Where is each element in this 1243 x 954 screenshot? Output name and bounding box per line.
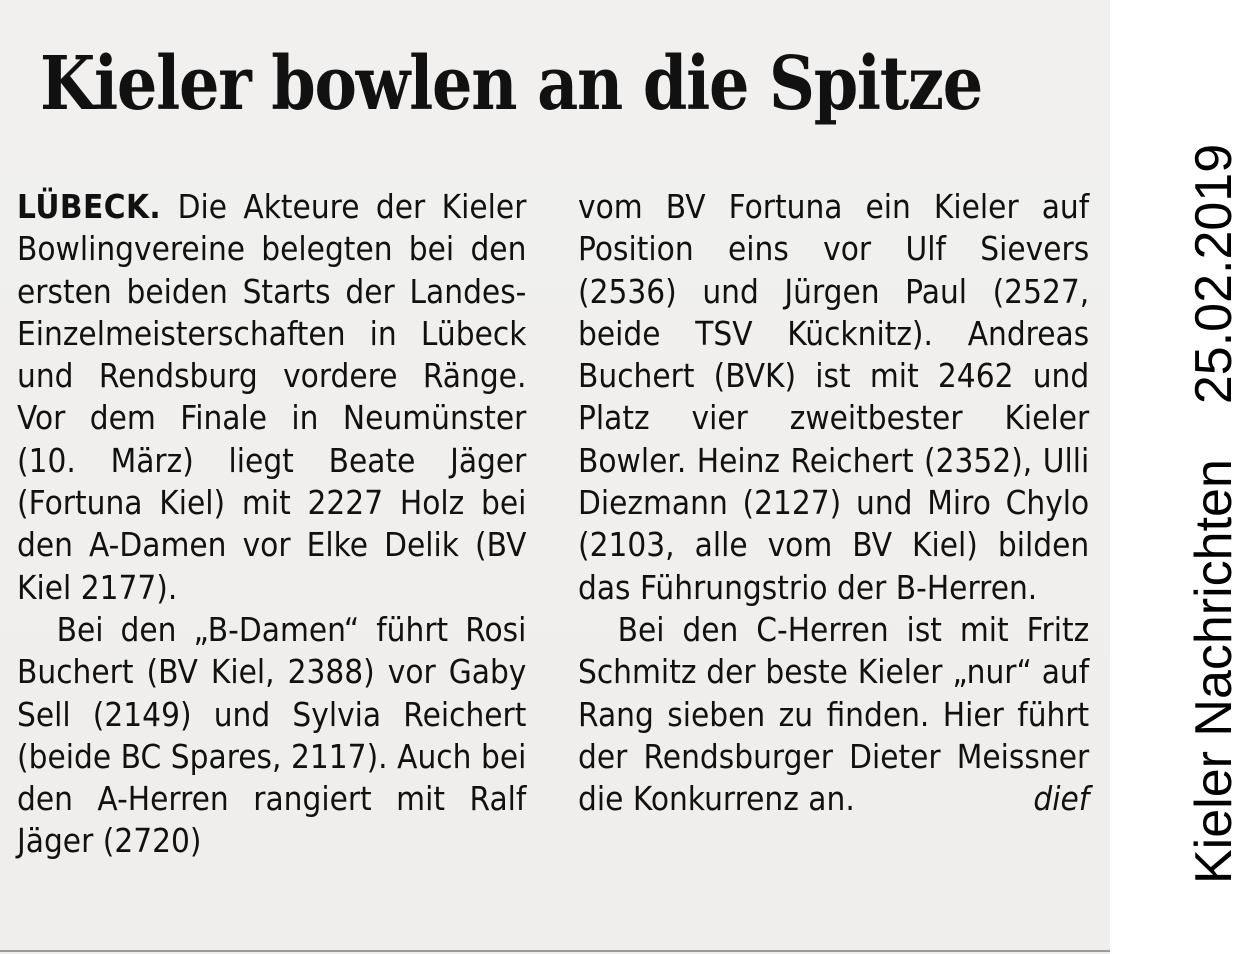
article-paragraph-1 (17, 186, 526, 609)
headline: Kieler bowlen an die Spitze (40, 41, 982, 127)
dateline: LÜBECK. (17, 187, 162, 226)
paragraph-2-text-left: Bei den „B-Damen“ führt Rosi Buchert (BV Kiel, 2388) vor Gaby Sell (2149) und Sylvia Reichert (beide BC Spares, 2117). Auch bei den A-Herren rangiert mit Ralf Jäger (2720) (17, 609, 527, 861)
article-column-left (17, 186, 526, 863)
bottom-rule (0, 950, 1120, 952)
paragraph-1-text: Die Akteure der Kieler Bowlingvereine belegten bei den ersten beiden Starts der Landes-Einzelmeisterschaften in Lübeck und Rendsburg vordere Ränge. Vor dem Finale in Neumünster (10. März) liegt Beate Jäger (Fortuna Kiel) mit 2227 Holz bei den A-Damen vor Elke Delik (BV Kiel 2177). (17, 187, 527, 607)
paragraph-3-text: Bei den C-Herren ist mit Fritz Schmitz der beste Kieler „nur“ auf Rang sieben zu finden. Hier führt der Rendsburger Dieter Meissner die Konkurrenz an. (578, 609, 1090, 819)
source-annotation (1185, 143, 1243, 884)
article-paragraph-2-continued (578, 186, 1089, 609)
paragraph-2-text-right: vom BV Fortuna ein Kieler auf Position eins vor Ulf Sievers (2536) und Jürgen Paul (2527, beide TSV Kücknitz). Andreas Buchert (BVK) ist mit 2462 und Platz vier zweitbester Kieler Bowler. Heinz Reichert (2352), Ulli Diezmann (2127) und Miro Chylo (2103, alle vom BV Kiel) bilden das Führungstrio der B-Herren. (578, 187, 1090, 607)
article-paragraph-2 (17, 609, 526, 863)
article-column-right (578, 186, 1089, 820)
publication-date: 25.02.2019 (1185, 143, 1243, 405)
author-signature: dief (1033, 779, 1090, 819)
publication-name: Kieler Nachrichten (1185, 459, 1243, 884)
